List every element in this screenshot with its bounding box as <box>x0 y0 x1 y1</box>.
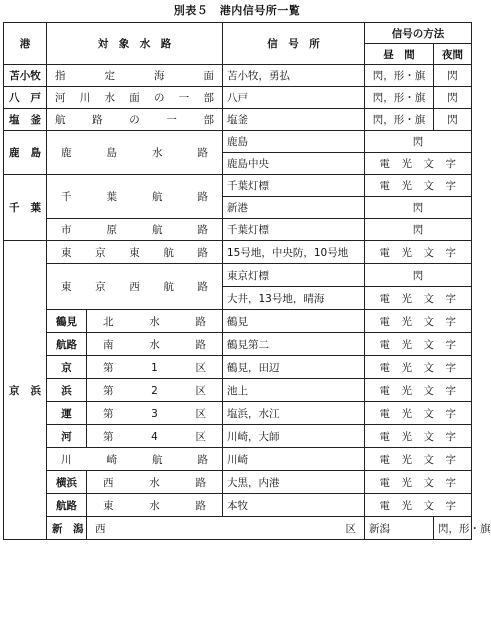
day-method-cell: 閃，形・旗 <box>365 65 434 87</box>
waterway-cell: 西 区 <box>87 517 365 540</box>
method-cell: 電 光 文 字 <box>365 379 472 402</box>
night-method-cell: 閃 <box>434 65 472 87</box>
method-cell: 閃 <box>365 264 472 287</box>
signal-station-table <box>3 22 491 540</box>
waterway-cell: 東 京 西 航 路 <box>47 264 223 310</box>
method-cell: 電 光 文 字 <box>365 448 472 471</box>
method-cell: 電 光 文 字 <box>365 241 472 264</box>
port-cell: 鹿 島 <box>4 131 47 175</box>
group-label-yokohama: 横浜 <box>47 471 87 494</box>
group-label-tsurumi-2: 航路 <box>47 333 87 356</box>
table-row <box>4 87 472 109</box>
header-day: 昼 間 <box>365 44 434 65</box>
table-row <box>4 175 472 197</box>
station-cell: 鶴見第二 <box>223 333 365 356</box>
night-method-cell: 閃 <box>434 87 472 109</box>
method-cell: 電 光 文 字 <box>365 153 472 175</box>
table-row <box>4 379 472 402</box>
waterway-cell: 第 2 区 <box>87 379 223 402</box>
waterway-cell: 第 3 区 <box>87 402 223 425</box>
table-row <box>4 448 472 471</box>
station-cell: 川崎，大師 <box>223 425 365 448</box>
station-cell: 新潟 <box>365 517 434 540</box>
method-cell: 電 光 文 字 <box>365 356 472 379</box>
station-cell: 鹿島中央 <box>223 153 365 175</box>
station-cell: 鶴見，田辺 <box>223 356 365 379</box>
port-cell: 新 潟 <box>47 517 87 540</box>
station-cell: 大井，13号地，晴海 <box>223 287 365 310</box>
station-cell: 千葉灯標 <box>223 175 365 197</box>
day-method-cell: 閃，形・旗 <box>365 109 434 131</box>
station-cell: 苫小牧，勇払 <box>223 65 365 87</box>
waterway-cell: 千 葉 航 路 <box>47 175 223 219</box>
station-cell: 鹿島 <box>223 131 365 153</box>
port-cell: 苫小牧 <box>4 65 47 87</box>
waterway-cell: 西 水 路 <box>87 471 223 494</box>
group-label-tsurumi: 鶴見 <box>47 310 87 333</box>
port-cell: 塩釜 <box>4 109 47 131</box>
table-row <box>4 241 472 264</box>
waterway-cell: 鹿 島 水 路 <box>47 131 223 175</box>
table-row <box>4 425 472 448</box>
port-cell: 八戸 <box>4 87 47 109</box>
header-method: 信号の方法 <box>365 23 472 44</box>
day-method-cell: 閃，形・旗 <box>365 87 434 109</box>
waterway-cell: 航 路 の 一 部 <box>47 109 223 131</box>
night-method-cell: 閃 <box>434 109 472 131</box>
station-cell: 新港 <box>223 197 365 219</box>
waterway-cell: 北 水 路 <box>87 310 223 333</box>
method-cell: 電 光 文 字 <box>365 333 472 356</box>
waterway-cell: 川 崎 航 路 <box>47 448 223 471</box>
method-cell: 閃 <box>365 131 472 153</box>
group-label-canal: 京 <box>47 356 87 379</box>
station-cell: 大黒，内港 <box>223 471 365 494</box>
method-cell: 電 光 文 字 <box>365 471 472 494</box>
station-cell: 川崎 <box>223 448 365 471</box>
waterway-cell: 河川水面の一部 <box>47 87 223 109</box>
waterway-cell: 南 水 路 <box>87 333 223 356</box>
page-title: 別表５ 港内信号所一覧 <box>173 4 301 17</box>
method-cell: 閃 <box>365 197 472 219</box>
station-cell: 鶴見 <box>223 310 365 333</box>
port-cell: 千 葉 <box>4 175 47 241</box>
waterway-cell: 東 水 路 <box>87 494 223 517</box>
waterway-cell: 市 原 航 路 <box>47 219 223 241</box>
header-night: 夜間 <box>434 44 472 65</box>
station-cell: 塩釜 <box>223 109 365 131</box>
station-cell: 東京灯標 <box>223 264 365 287</box>
header-station: 信 号 所 <box>223 23 365 65</box>
header-waterway: 対 象 水 路 <box>47 23 223 65</box>
table-row <box>4 333 472 356</box>
waterway-cell: 第 4 区 <box>87 425 223 448</box>
port-cell: 京 浜 <box>4 241 47 540</box>
waterway-cell: 東 京 東 航 路 <box>47 241 223 264</box>
method-cell: 電 光 文 字 <box>365 494 472 517</box>
station-cell: 本牧 <box>223 494 365 517</box>
station-cell: 八戸 <box>223 87 365 109</box>
station-cell: 15号地，中央防，10号地 <box>223 241 365 264</box>
waterway-cell: 指 定 海 面 <box>47 65 223 87</box>
table-row <box>4 65 472 87</box>
table-row <box>4 131 472 153</box>
table-row <box>4 517 472 540</box>
header-port: 港 <box>4 23 47 65</box>
station-cell: 千葉灯標 <box>223 219 365 241</box>
table-row <box>4 109 472 131</box>
group-label-canal: 浜 <box>47 379 87 402</box>
method-cell: 電 光 文 字 <box>365 175 472 197</box>
header-row <box>4 23 472 44</box>
group-label-canal: 河 <box>47 425 87 448</box>
group-label-yokohama-2: 航路 <box>47 494 87 517</box>
table-row <box>4 264 472 287</box>
table-row <box>4 310 472 333</box>
table-row <box>4 402 472 425</box>
table-row <box>4 494 472 517</box>
method-cell: 電 光 文 字 <box>365 402 472 425</box>
day-method-cell: 閃，形・旗 <box>434 517 472 540</box>
method-cell: 電 光 文 字 <box>365 310 472 333</box>
method-cell: 電 光 文 字 <box>365 425 472 448</box>
method-cell: 電 光 文 字 <box>365 287 472 310</box>
table-row <box>4 471 472 494</box>
group-label-canal: 運 <box>47 402 87 425</box>
table-row <box>4 219 472 241</box>
method-cell: 閃 <box>365 219 472 241</box>
waterway-cell: 第 1 区 <box>87 356 223 379</box>
table-row <box>4 356 472 379</box>
station-cell: 塩浜，水江 <box>223 402 365 425</box>
station-cell: 池上 <box>223 379 365 402</box>
